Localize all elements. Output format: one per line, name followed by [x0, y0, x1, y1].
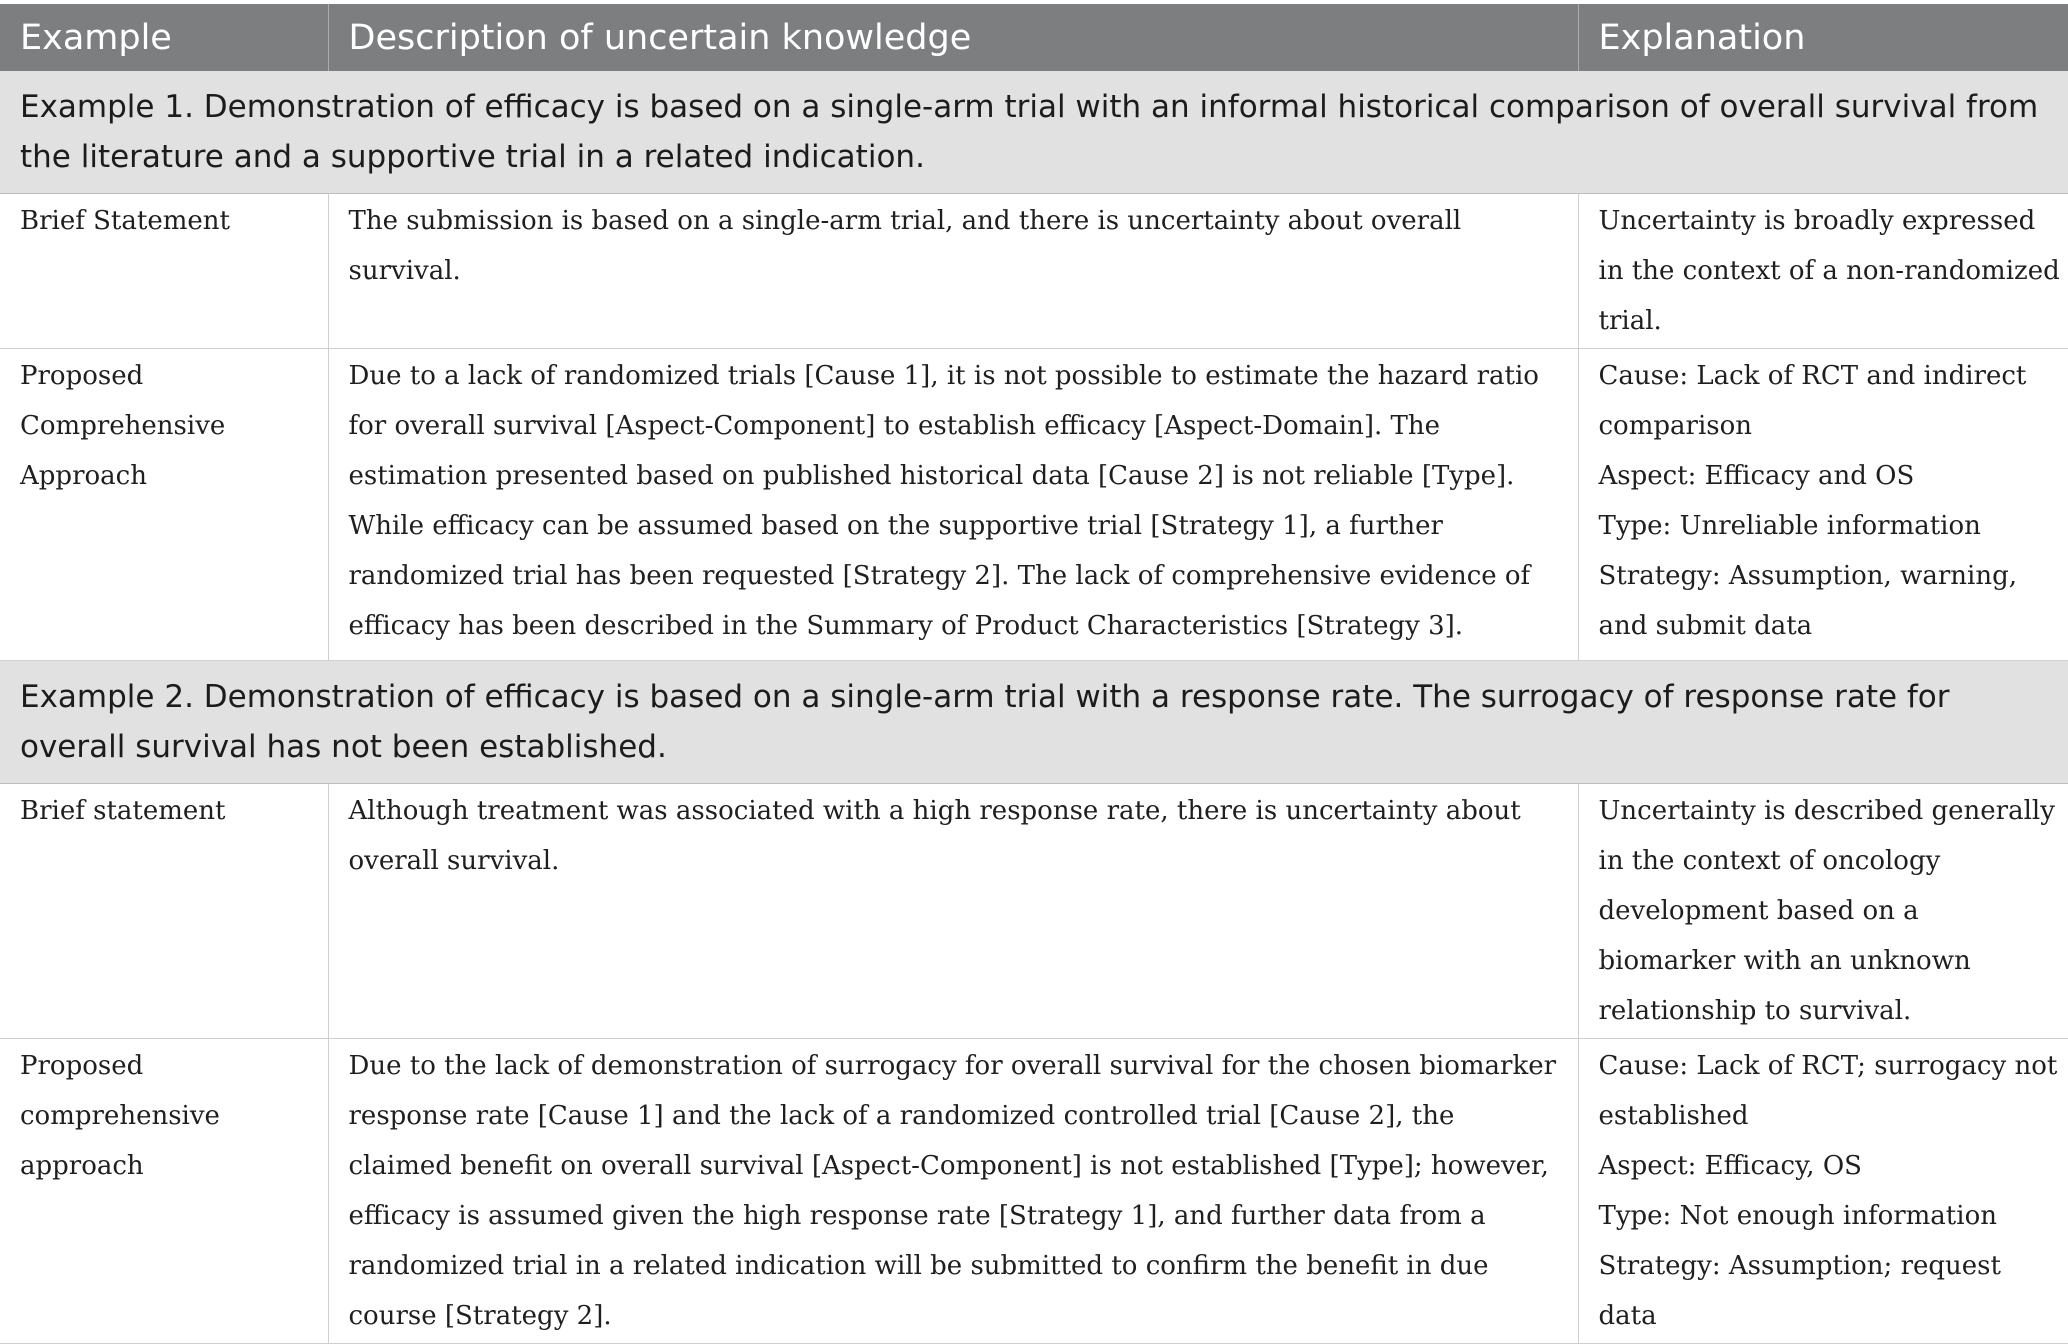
example-2-title: Example 2. Demonstration of efficacy is based on a single-arm trial with a response rate. The surrogacy of response rate for overall survival has not been established. — [0, 661, 2068, 784]
example-1-brief-label: Brief Statement — [0, 194, 328, 349]
example-2-proposed-explanation: Cause: Lack of RCT; surrogacy not established Aspect: Efficacy, OS Type: Not enough information Strategy: Assumption; request data — [1578, 1039, 2068, 1344]
table-row — [0, 1039, 2068, 1344]
example-2-brief-description: Although treatment was associated with a high response rate, there is uncertainty about overall survival. — [328, 784, 1578, 1039]
table-header-row — [0, 4, 2068, 71]
example-1-proposed-description: Due to a lack of randomized trials [Cause 1], it is not possible to estimate the hazard ratio for overall survival [Aspect-Component] to establish efficacy [Aspect-Domain]. The estimation presented based on published historical data [Cause 2] is not reliable [Type]. While efficacy can be assumed based on the supportive trial [Strategy 1], a further randomized trial has been requested [Strategy 2]. The lack of comprehensive evidence of efficacy has been described in the Summary of Product Characteristics [Strategy 3]. — [328, 349, 1578, 661]
example-2-brief-label: Brief statement — [0, 784, 328, 1039]
uncertainty-table — [0, 4, 2068, 1344]
example-2-section-row — [0, 661, 2068, 784]
table-row — [0, 349, 2068, 661]
example-2-brief-explanation: Uncertainty is described generally in the context of oncology development based on a biomarker with an unknown relationship to survival. — [1578, 784, 2068, 1039]
example-1-title: Example 1. Demonstration of efficacy is based on a single-arm trial with an informal historical comparison of overall survival from the literature and a supportive trial in a related indication. — [0, 71, 2068, 194]
example-1-proposed-explanation: Cause: Lack of RCT and indirect comparison Aspect: Efficacy and OS Type: Unreliable information Strategy: Assumption, warning, and submit data — [1578, 349, 2068, 661]
example-1-brief-description: The submission is based on a single-arm trial, and there is uncertainty about overall survival. — [328, 194, 1578, 349]
header-explanation: Explanation — [1578, 4, 2068, 71]
header-example: Example — [0, 4, 328, 71]
table-row — [0, 784, 2068, 1039]
example-1-proposed-label: Proposed Comprehensive Approach — [0, 349, 328, 661]
example-1-section-row — [0, 71, 2068, 194]
example-1-brief-explanation: Uncertainty is broadly expressed in the context of a non-randomized trial. — [1578, 194, 2068, 349]
table-row — [0, 194, 2068, 349]
header-description: Description of uncertain knowledge — [328, 4, 1578, 71]
example-2-proposed-label: Proposed comprehensive approach — [0, 1039, 328, 1344]
example-2-proposed-description: Due to the lack of demonstration of surrogacy for overall survival for the chosen biomarker response rate [Cause 1] and the lack of a randomized controlled trial [Cause 2], the claimed benefit on overall survival [Aspect-Component] is not established [Type]; however, efficacy is assumed given the high response rate [Strategy 1], and further data from a randomized trial in a related indication will be submitted to confirm the benefit in due course [Strategy 2]. — [328, 1039, 1578, 1344]
